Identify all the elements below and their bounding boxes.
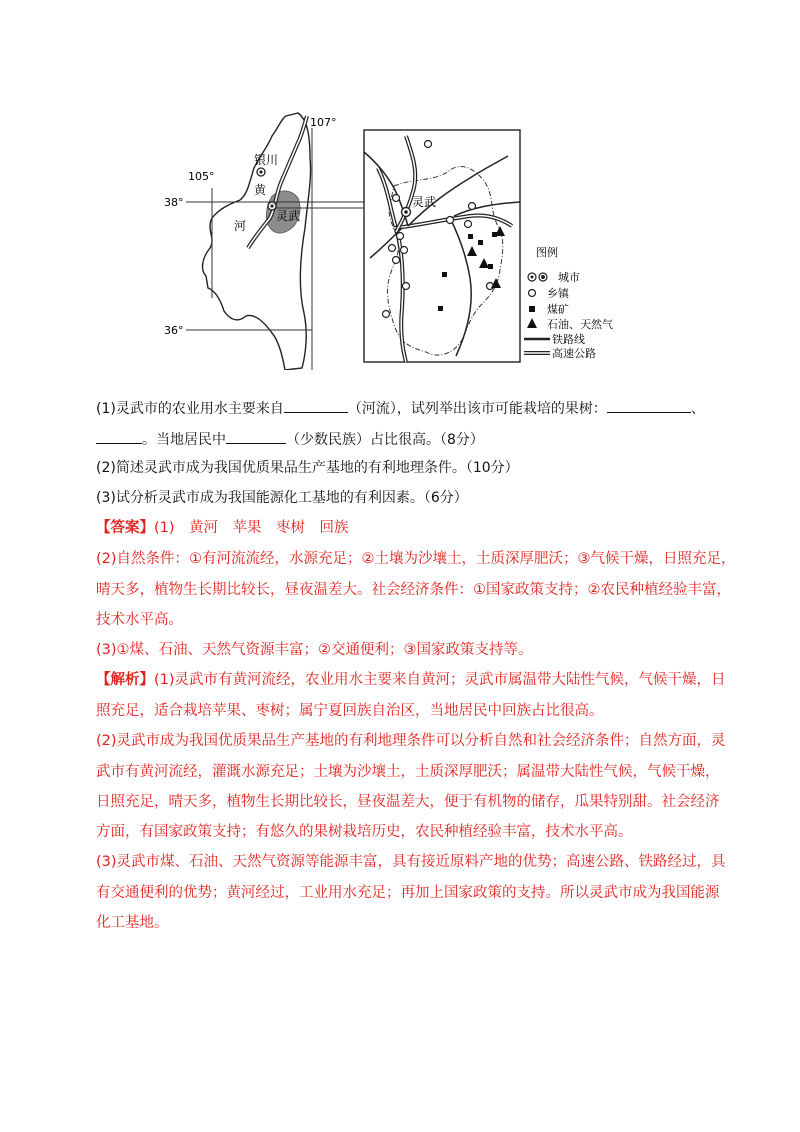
answer-blank-fruit-1[interactable] — [607, 397, 691, 413]
legend-item-railway: 铁路线 — [552, 333, 585, 346]
legend-item-highway: 高速公路 — [552, 347, 596, 360]
legend-title: 图例 — [536, 246, 558, 259]
answer-line-4: 技术水平高。 — [96, 612, 183, 628]
q1-part-d: 。当地居民中 — [142, 432, 226, 448]
answer-text-1: (1) 黄河 苹果 枣树 回族 — [154, 520, 349, 536]
label-lat-36: 36° — [164, 324, 184, 337]
answer-tag: 【答案】 — [96, 520, 154, 536]
question-1-line-1 — [96, 397, 705, 419]
inset-label-lingwu: 灵武 — [412, 195, 437, 209]
label-lon-107: 107° — [310, 116, 337, 129]
label-lingwu: 灵武 — [276, 209, 301, 223]
analysis-line-4: 武市有黄河流经，灌溉水源充足；土壤为沙壤土，土质深厚肥沃；属温带大陆性气候，气候干燥， — [96, 764, 720, 780]
analysis-text-1: (1)灵武市有黄河流经，农业用水主要来自黄河；灵武市属温带大陆性气候，气候干燥，日 — [154, 672, 726, 688]
analysis-tag: 【解析】 — [96, 672, 154, 688]
analysis-line-8: 有交通便利的优势；黄河经过，工业用水充足；再加上国家政策的支持。所以灵武市成为我国能源 — [96, 885, 720, 901]
analysis-line-6: 方面，有国家政策支持；有悠久的果树栽培历史，农民种植经验丰富，技术水平高。 — [96, 824, 633, 840]
answer-line-2: (2)自然条件：①有河流流经，水源充足；②土壤为沙壤土，土质深厚肥沃；③气候干燥，日照充足， — [96, 551, 736, 567]
analysis-line-7: (3)灵武市煤、石油、天然气资源等能源丰富，具有接近原料产地的优势；高速公路、铁路经过，具 — [96, 854, 726, 870]
inset-frame — [364, 130, 520, 362]
legend-item-city: 城市 — [558, 271, 580, 284]
legend-item-oil: 石油、天然气 — [547, 318, 613, 331]
analysis-line-9: 化工基地。 — [96, 915, 169, 931]
legend-oil-icon — [527, 318, 537, 328]
label-river-he: 河 — [234, 219, 247, 233]
label-yinchuan: 银川 — [254, 153, 279, 167]
label-lat-38: 38° — [164, 196, 184, 209]
analysis-line-2: 照充足，适合栽培苹果、枣树；属宁夏回族自治区，当地居民中回族占比很高。 — [96, 703, 604, 719]
analysis-line-5: 日照充足，晴天多，植物生长期比较长，昼夜温差大，便于有机物的储存，瓜果特别甜。社会经济 — [96, 794, 720, 810]
answer-blank-river[interactable] — [284, 397, 348, 413]
map-figure — [150, 108, 670, 370]
question-1-line-2 — [96, 428, 484, 450]
answer-line-5: (3)①煤、石油、天然气资源丰富；②交通便利；③国家政策支持等。 — [96, 642, 533, 658]
legend-item-town: 乡镇 — [547, 287, 569, 300]
answer-line-3: 晴天多，植物生长期比较长，昼夜温差大。社会经济条件：①国家政策支持；②农民种植经验丰富， — [96, 582, 731, 598]
question-3: (3)试分析灵武市成为我国能源化工基地的有利因素。（6分） — [96, 490, 468, 506]
legend-item-coal: 煤矿 — [547, 303, 569, 316]
q1-part-b: （河流），试列举出该市可能栽培的果树： — [347, 401, 607, 417]
analysis-line-3: (2)灵武市成为我国优质果品生产基地的有利地理条件可以分析自然和社会经济条件；自然方面，灵 — [96, 733, 726, 749]
label-river-huang: 黄 — [254, 183, 267, 197]
q1-part-e: （少数民族）占比很高。（8分） — [286, 432, 484, 448]
q1-part-c: 、 — [690, 401, 705, 417]
answer-line-1 — [96, 518, 349, 538]
q1-part-a: (1)灵武市的农业用水主要来自 — [96, 401, 284, 417]
legend-town-icon — [529, 290, 536, 297]
legend-coal-icon — [529, 306, 535, 312]
label-lon-105: 105° — [188, 170, 215, 183]
answer-blank-ethnic[interactable] — [226, 428, 286, 444]
analysis-line-1 — [96, 670, 726, 690]
question-2: (2)简述灵武市成为我国优质果品生产基地的有利地理条件。（10分） — [96, 460, 519, 476]
answer-blank-fruit-2[interactable] — [96, 428, 142, 444]
map-legend — [524, 245, 613, 360]
